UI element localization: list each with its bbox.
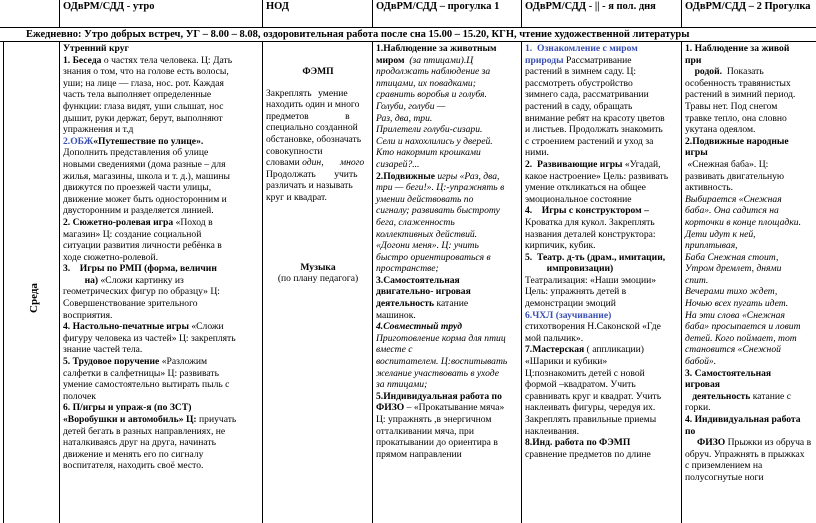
text-line: и листьев. Продолжать знакомить (525, 124, 663, 136)
text-line: отталкивании мяча, при (376, 425, 474, 437)
text-line: специально созданной (266, 122, 358, 134)
text-line: 4. Индивидуальная работа (685, 414, 801, 425)
text-line: 2. Сюжетно-ролевая игра (63, 216, 174, 228)
text-line: – «Прокатывание мяча» (404, 402, 505, 414)
text-line: формой –квадратом. Учить (525, 379, 636, 391)
text-line: какое настроение» Цель: развивать (525, 170, 669, 182)
text-line: упражнения и т.д (63, 124, 134, 136)
text-line: баба» просыпается и ловит (685, 321, 801, 333)
text-line: быстро ориентироваться в (376, 251, 491, 263)
text-line: с приземлением на (685, 460, 763, 472)
morning-activities (60, 42, 263, 473)
text-line: 2. Развивающие игры (525, 158, 623, 170)
text-line: фигуру человека из частей» Ц: закреплять (63, 332, 236, 344)
text-line: три — беги!». Ц:-упражнять в (376, 182, 505, 194)
text-line: деятельность (685, 390, 751, 402)
text-line: находить один и много (266, 99, 360, 111)
text-line: сизарей?... (376, 158, 420, 170)
text-line: «Снежная баба». Ц: (685, 158, 769, 170)
text-line: Цель: упражнять детей в (525, 286, 627, 298)
text-line: знание частей тела. (63, 344, 143, 356)
text-line: миром (376, 54, 405, 66)
text-line: 2.Подвижные (376, 170, 435, 182)
text-line: уши; на лице — глаза, нос. рот. Каждая (63, 77, 224, 89)
text-line: новыми сведениями (дома разные – для (63, 158, 226, 170)
text-line: сравнивать круг и квадрат. Учить (525, 390, 662, 402)
text-line: двусторонним и разделяется линией. (63, 205, 214, 217)
text-line: 6. П/игры и упраж-я (по ЗСТ) (63, 402, 192, 414)
text-line: ходе сюжетно-ролевой. (63, 251, 159, 263)
text-line: словами (266, 157, 303, 169)
text-line: геометрических фигур по образцу» Ц: (63, 286, 220, 298)
text-line: умении действовать по (376, 193, 474, 205)
text-line: прокатывании до ориентира в (376, 437, 498, 449)
text-line: Закреплять правильные приемы (525, 414, 657, 425)
text-line: «Шарики и кубики» (525, 356, 608, 368)
text-line: Прыжки из обруча в (725, 437, 812, 449)
text-line: ( аппликации) (584, 344, 644, 356)
text-line: за птицами; (376, 379, 428, 391)
text-line: ними. (525, 147, 549, 159)
text-line: приплтывая, (685, 240, 738, 252)
text-line: часть тела выполняет определенные (63, 89, 212, 101)
text-line: «Сложи картинку из (98, 274, 184, 286)
text-line: 4. Игры с конструктором – (525, 205, 649, 217)
header-col-afternoon: ОДвРМ/СДД - || - я пол. дня (522, 0, 682, 28)
text-line: игры (685, 147, 708, 159)
text-line: полусогнутые ноги (685, 471, 764, 483)
text-line: по (685, 425, 696, 437)
music-note: (по плану педагога) (277, 273, 359, 285)
text-line: растений в зимний период. (685, 89, 796, 101)
text-line: один, (302, 157, 324, 169)
text-line: полочек (63, 390, 96, 402)
text-line: круг и квадрат. (266, 191, 327, 203)
text-line: ситуации развития личности ребёнка в (63, 240, 222, 252)
text-line: Кроватка для кукол. Закреплять (525, 216, 655, 228)
header-col-walk1: ОДвРМ/СДД – прогулка 1 (373, 0, 522, 28)
text-line: родой. (685, 66, 723, 78)
text-line: жилья, магазины, школа и т. д.), машины (63, 170, 231, 182)
text-line: «Разложим (159, 356, 208, 368)
text-line: на) (63, 274, 99, 286)
header-col-walk2: ОДвРМ/СДД – 2 Прогулка (682, 0, 816, 28)
text-line: Травы нет. Под снегом (685, 100, 778, 112)
text-line: бабой». (685, 356, 717, 368)
text-line: эмоциональное состояние (525, 193, 632, 205)
text-line: 2.Подвижные народные (685, 135, 789, 147)
text-line: Ц: упражнять ,в энергичном (376, 414, 492, 425)
text-line: функции: глаза видят, уши слышат, нос (63, 100, 224, 112)
text-line: ФИЗО (685, 437, 726, 449)
text-line: Баба Снежная стоит, (685, 251, 779, 263)
text-line: 4.Совместный труд (376, 321, 463, 333)
text-line: пространстве; (376, 263, 439, 275)
text-line: птицами, их повадками; (376, 77, 476, 89)
text-line: травке тепло, она словно (685, 112, 787, 124)
text-line: названия деталей конструктора: (525, 228, 656, 240)
text-line: Показать (722, 66, 764, 78)
text-line: желание участвовать в уходе (376, 367, 499, 379)
text-line: умение самостоятельно вытирать пыль с (63, 379, 230, 391)
text-line: горки. (685, 402, 711, 414)
text-line: 1. Ознакомление с миром (525, 43, 638, 54)
text-line: вместе с (376, 344, 413, 356)
text-line: детей бегать в разных направлениях, не (63, 425, 226, 437)
text-line: Закреплять умение (266, 87, 348, 99)
text-line: магазин» Ц: создание социальной (63, 228, 202, 240)
text-line: много (337, 157, 365, 169)
text-line: воспитателя, находить своё место. (63, 460, 204, 472)
music-title: Музыка (300, 261, 336, 273)
text-line: предметов в (266, 110, 350, 122)
header-corner (0, 0, 60, 28)
afternoon-activities (522, 42, 682, 461)
text-line: Кто накормит крошками (376, 147, 481, 159)
text-line: Продолжать учить (266, 168, 358, 180)
text-line: прямом направлении (376, 448, 462, 460)
text-line: Ц:познакомить детей с новой (525, 367, 645, 379)
text-line: корточки в конце площадки. (685, 216, 801, 228)
day-label: Среда (27, 283, 40, 313)
text-line: наталкиваясь друг на друга, начинать (63, 437, 216, 449)
text-line: растений в саду, обращать (525, 100, 633, 112)
text-line: Ночью всех пугать идет. (685, 298, 789, 310)
daily-routine-row: Ежедневно: Утро добрых встреч, УГ – 8.00 – 8.08, оздоровительная работа после сна 15.00 – 15.20, КГН, чтение художественной литературы (0, 28, 816, 42)
text-line: при (685, 54, 702, 66)
text-line: кирпичик, кубик. (525, 240, 596, 252)
text-line: Театрализация: «Наши эмоции» (525, 274, 657, 286)
text-line: растений в зимнем саду. Ц: (525, 66, 637, 78)
text-line: развивать двигательную (685, 170, 785, 182)
text-line: «Воробушки и автомобиль» Ц: (63, 414, 197, 425)
text-line: знания о том, что на голове есть волосы, (63, 66, 229, 78)
nod-activities (263, 42, 373, 286)
text-line: дышит, руки держат, берут, выполняют (63, 112, 223, 124)
text-line: баба». Она садится на (685, 205, 779, 217)
text-line: обруч. Упражнять в прыжках (685, 448, 805, 460)
text-line: 8.Инд. работа по ФЭМП (525, 437, 631, 449)
text-line: двигательно- игровая (376, 286, 471, 298)
text-line: сравнение предметов по длине (525, 448, 651, 460)
text-line: игровая (685, 379, 720, 391)
text-line: Раз, два, три. (376, 112, 433, 124)
text-line: импровизации) (525, 263, 614, 275)
text-line: демонстрации эмоций (525, 298, 616, 310)
text-line: 1. Беседа (63, 54, 102, 66)
morning-circle-title: Утренний круг (63, 43, 129, 54)
text-line: 4. Настольно-печатные игры (63, 321, 189, 333)
text-line: Выбирается «Снежная (685, 193, 782, 205)
text-line: сигналу; развивать быстроту (376, 205, 500, 217)
text-line: «Угадай, (622, 158, 661, 170)
day-cell (0, 42, 60, 523)
text-line: различать и называть (266, 180, 353, 192)
text-line: «Поход в (173, 216, 213, 228)
text-line: рассмотреть обустройство (525, 77, 633, 89)
text-line: На эти слова «Снежная (685, 309, 785, 321)
text-line: обстановке, обозначать (266, 133, 362, 145)
text-line: 7.Мастерская (525, 344, 585, 356)
text-line: Рассматривание (563, 54, 632, 66)
text-line: активность. (685, 182, 734, 194)
header-col-nod: НОД (263, 0, 373, 28)
text-line: 3. Самостоятельная (685, 367, 772, 379)
text-line: особенность травянистых (685, 77, 791, 89)
text-line: «Путешествие по улице». (93, 135, 204, 147)
text-line: салфетки в салфетницы» Ц: развивать (63, 367, 219, 379)
text-line: «Сложи (188, 321, 224, 333)
obzh-label: 2.ОБЖ (63, 135, 94, 147)
text-line: детей. Кого поймает, тот (685, 332, 797, 344)
text-line: Голуби, голуби — (376, 100, 446, 112)
text-line: Сели и нахохлились у дверей. (376, 135, 493, 147)
text-line: восприятия. (63, 309, 113, 321)
text-line: сравнить воробья и голубя. (376, 89, 487, 101)
text-line: Утром дремлет, днями (685, 263, 782, 275)
text-line: 5. Театр. д-ть (драм., имитации, (525, 251, 666, 263)
text-line: природы (525, 54, 564, 66)
text-line: о частях тела человека. Ц: Дать (101, 54, 233, 66)
text-line: внимание ребят на красоту цветов (525, 112, 665, 124)
text-line: ФИЗО (376, 402, 405, 414)
text-line: укутана одеялом. (685, 124, 756, 136)
text-line: Приготовление корма для птиц (376, 332, 506, 344)
text-line: (за птицами).Ц (404, 54, 474, 66)
text-line: мой пальчик». (525, 332, 584, 344)
walk1-activities (373, 42, 522, 461)
text-line: наклеивания. (525, 425, 579, 437)
text-line: совокупности (266, 145, 323, 157)
text-line: с строением растений и уход за (525, 135, 654, 147)
text-line: машинок. (376, 309, 416, 321)
text-line: катание (434, 298, 469, 310)
text-line: 5.Индивидуальная работа по (376, 390, 502, 402)
text-line: стихотворения Н.Саконской «Где (525, 321, 661, 333)
text-line: игры «Раз, два, (434, 170, 500, 182)
text-line: Вечерами тихо ждет, (685, 286, 778, 298)
text-line: 1. Наблюдение за живой (685, 43, 790, 54)
text-line: бега, слаженность (376, 216, 455, 228)
text-line: спит. (685, 274, 709, 286)
text-line: 3. Игры по РМП (форма, величин (63, 263, 217, 275)
text-line: движутся по проезжей части улицы, (63, 182, 212, 194)
text-line: Дети идут к ней, (685, 228, 756, 240)
text-line: воспитателем. Ц:воспитывать (376, 356, 508, 368)
text-line: катание с (750, 390, 791, 402)
text-line: Дополнить представления об улице (63, 147, 209, 159)
text-line: умение откликаться на общее (525, 182, 646, 194)
text-line: 6.ЧХЛ (заучивание) (525, 309, 612, 321)
text-line: становится «Снежной (685, 344, 781, 356)
text-line: движение может быть односторонним и (63, 193, 227, 205)
text-line: «Догони меня». Ц: учить (376, 240, 479, 252)
text-line: коллективных действий. (376, 228, 478, 240)
text-line: деятельность (376, 298, 435, 310)
header-col-morning: ОДвРМ/СДД - утро (60, 0, 263, 28)
text-line: приучать (196, 414, 237, 425)
text-line: Совершенствование зрительного (63, 298, 198, 310)
text-line: 1.Наблюдение за животным (376, 43, 497, 54)
text-line: движение и менять его по сигналу (63, 448, 204, 460)
text-line: наклеивать фигуры, чередуя их. (525, 402, 656, 414)
text-line: Прилетели голуби-сизари. (376, 124, 483, 136)
text-line: 3.Самостоятельная (376, 274, 460, 286)
text-line: зимнего сада, рассматривании (525, 89, 649, 101)
fmp-title: ФЭМП (302, 66, 334, 77)
text-line: 5. Трудовое поручение (63, 356, 160, 368)
walk2-activities (682, 42, 816, 485)
text-line: продолжать наблюдение за (376, 66, 491, 78)
